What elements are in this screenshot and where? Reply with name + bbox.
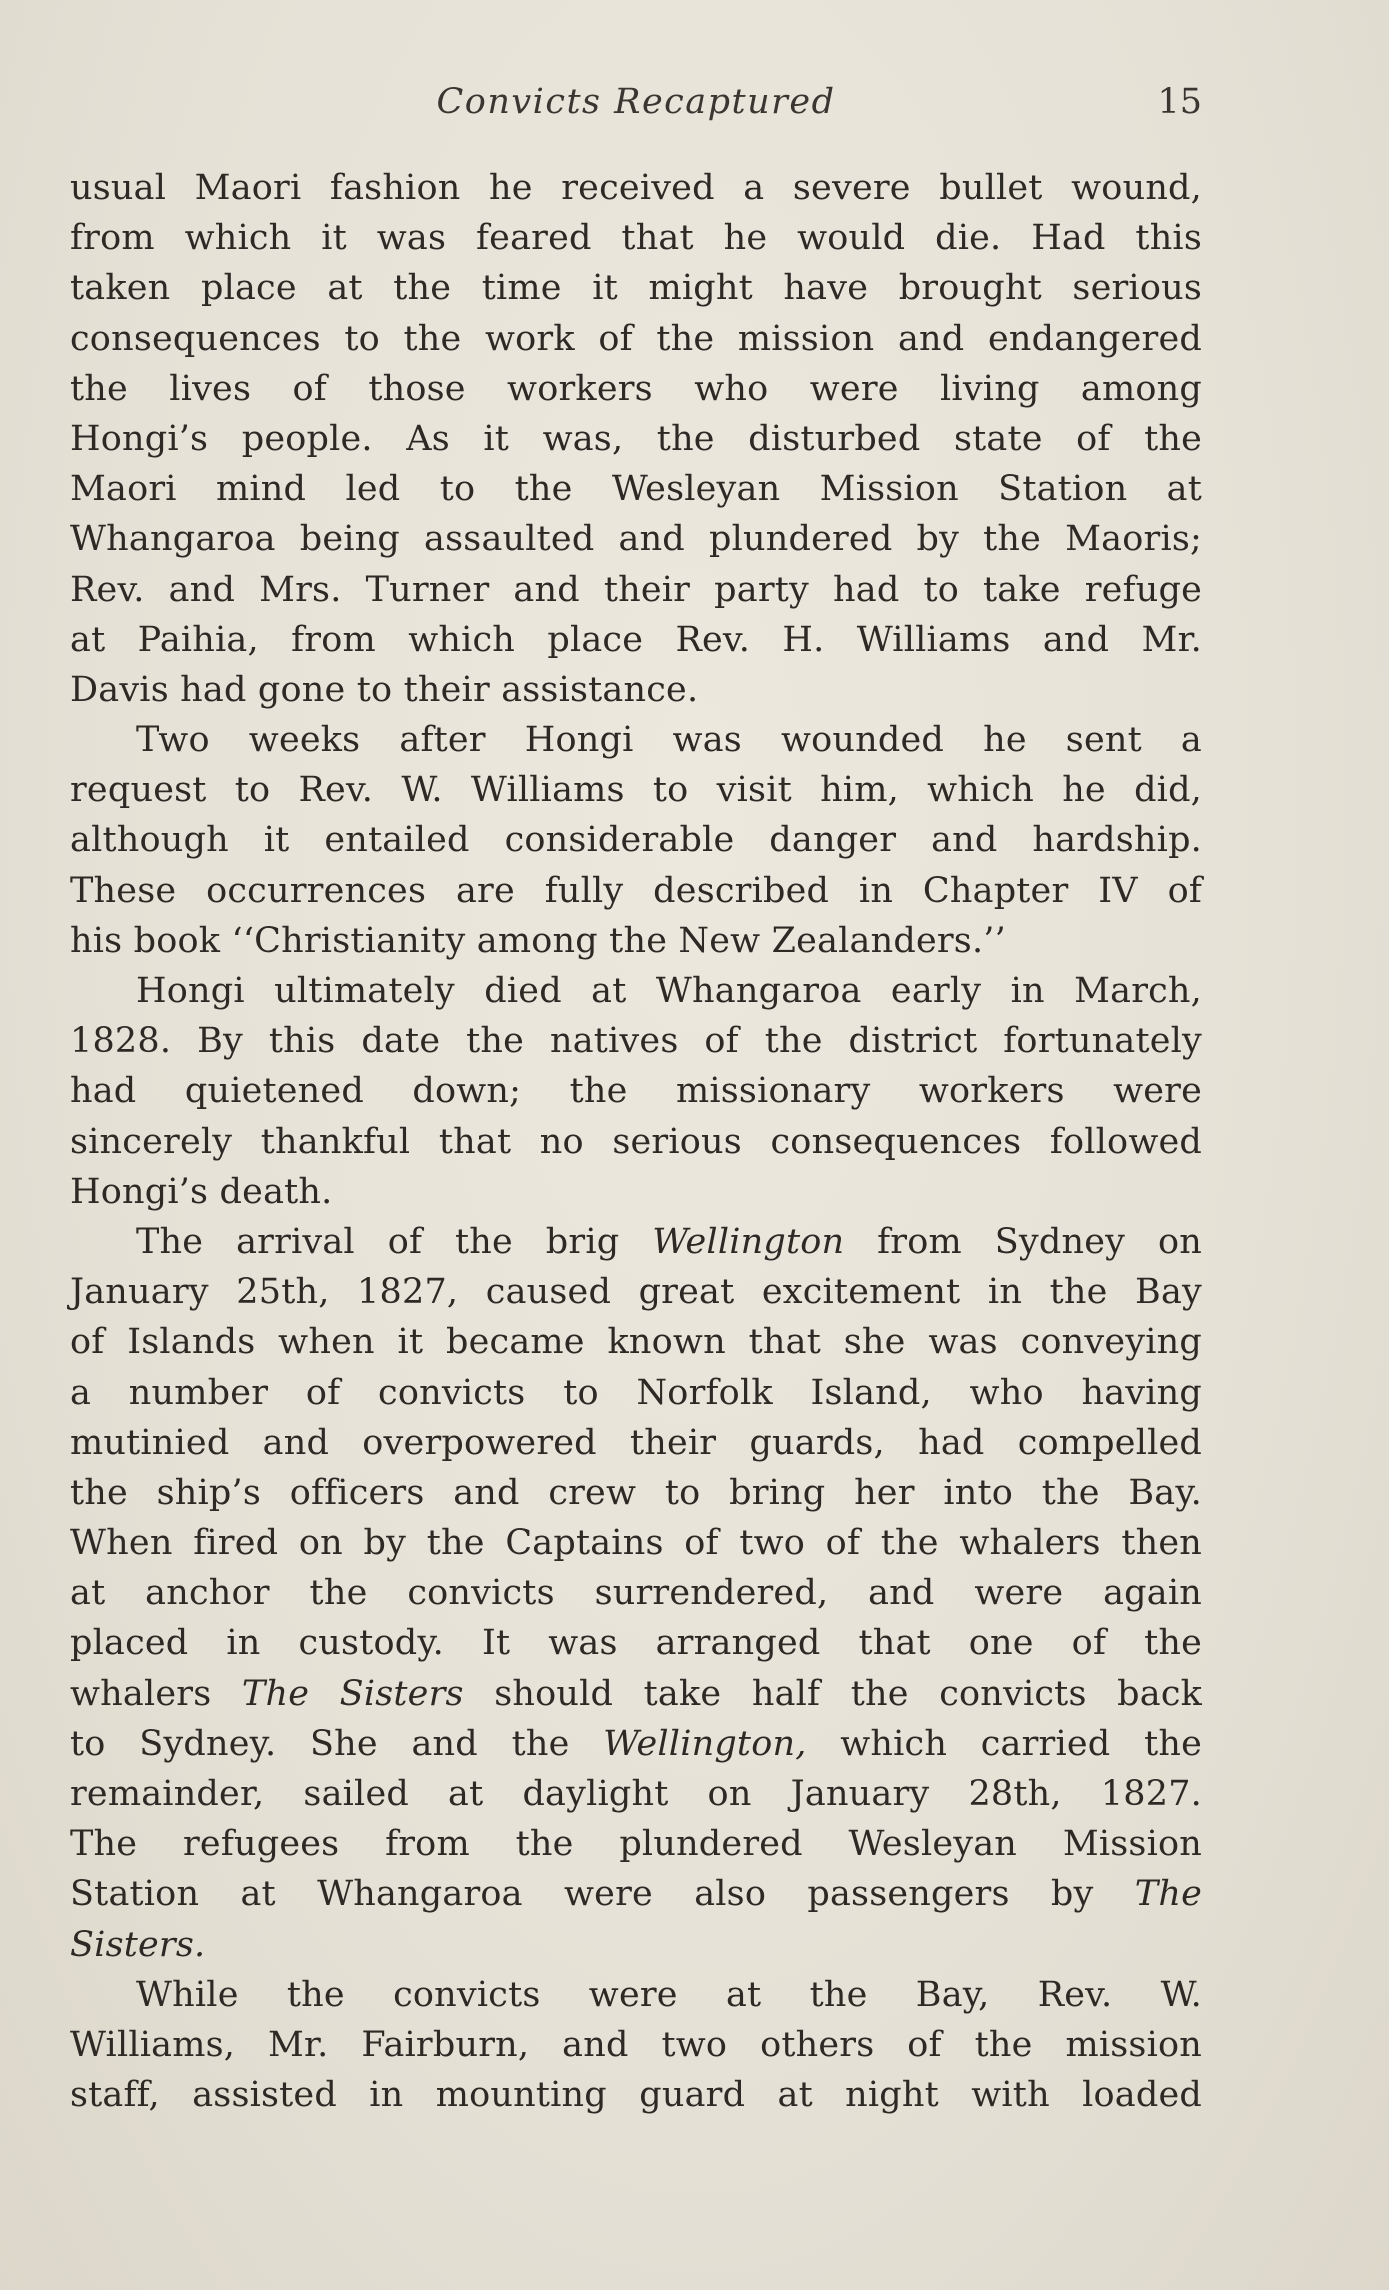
text-line — [70, 1920, 1202, 1970]
text-line: from which it was feared that he would die. Had this — [70, 218, 1202, 259]
text-line: the lives of those workers who were living among — [70, 368, 1202, 409]
text-line: at anchor the convicts surrendered, and were again — [70, 1573, 1202, 1614]
text-line: Station at Whangaroa were also passengers by The — [70, 1874, 1202, 1915]
text-line: taken place at the time it might have brought serious — [70, 268, 1202, 309]
text-line: whalers The Sisters should take half the convicts back — [70, 1673, 1203, 1714]
text-line: Hongi’s people. As it was, the disturbed state of the — [70, 418, 1202, 459]
text-line: staff, assisted in mounting guard at night with loaded — [70, 2075, 1202, 2116]
text-line: When fired on by the Captains of two of the whalers then — [70, 1523, 1202, 1564]
text-line: Hongi’s death. — [70, 1171, 333, 1212]
text-line: 1828. By this date the natives of the district fortunately — [70, 1021, 1202, 1062]
ship-name: Wellington, — [603, 1723, 807, 1764]
text-line: January 25th, 1827, caused great excitement in the Bay — [70, 1272, 1202, 1313]
text-line: to Sydney. She and the Wellington, which carried the — [70, 1723, 1202, 1764]
text-line: consequences to the work of the mission and endangered — [70, 318, 1202, 359]
text-line: remainder, sailed at daylight on January 28th, 1827. — [70, 1774, 1202, 1814]
text-line: had quietened down; the missionary workers were — [70, 1071, 1202, 1112]
body-text — [70, 163, 1202, 2120]
text-line: placed in custody. It was arranged that one of the — [70, 1623, 1202, 1664]
text-line: although it entailed considerable danger and hardship. — [70, 820, 1202, 861]
text-line: Williams, Mr. Fairburn, and two others of the mission — [70, 2024, 1202, 2065]
running-header — [70, 82, 1202, 132]
text-line: The arrival of the brig Wellington from Sydney on — [136, 1221, 1203, 1262]
text-line: his book ‘‘Christianity among the New Zealanders.’’ — [70, 920, 1006, 961]
text-line: the ship’s officers and crew to bring her into the Bay. — [70, 1472, 1202, 1513]
running-title: Convicts Recaptured — [436, 82, 836, 122]
text-line: Two weeks after Hongi was wounded he sent a — [136, 720, 1202, 761]
text-line: mutinied and overpowered their guards, had compelled — [70, 1422, 1202, 1463]
text-line: Whangaroa being assaulted and plundered by the Maoris; — [70, 519, 1202, 560]
text-line: sincerely thankful that no serious consequences followed — [70, 1121, 1202, 1162]
text-line: a number of convicts to Norfolk Island, who having — [70, 1372, 1202, 1413]
text-line: The refugees from the plundered Wesleyan Mission — [70, 1824, 1202, 1865]
text-line: usual Maori fashion he received a severe bullet wound, — [70, 168, 1202, 208]
text-line: request to Rev. W. Williams to visit him, which he did, — [70, 770, 1202, 811]
text-line: at Paihia, from which place Rev. H. Williams and Mr. — [70, 619, 1202, 660]
page-number: 15 — [1157, 82, 1202, 122]
text-line: These occurrences are fully described in Chapter IV of — [70, 870, 1202, 911]
text-line: Maori mind led to the Wesleyan Mission Station at — [70, 469, 1202, 510]
ship-name: Sisters. — [70, 1924, 206, 1965]
ship-name: The — [1134, 1874, 1202, 1915]
text-line: While the convicts were at the Bay, Rev. W. — [136, 1974, 1202, 2015]
text-line: Rev. and Mrs. Turner and their party had to take refuge — [70, 569, 1202, 610]
text-line: Hongi ultimately died at Whangaroa early in March, — [136, 971, 1202, 1011]
ship-name: The Sisters — [241, 1673, 464, 1714]
text-line: of Islands when it became known that she was conveying — [70, 1322, 1202, 1363]
text-line: Davis had gone to their assistance. — [70, 669, 699, 710]
ship-name: Wellington — [652, 1221, 845, 1262]
